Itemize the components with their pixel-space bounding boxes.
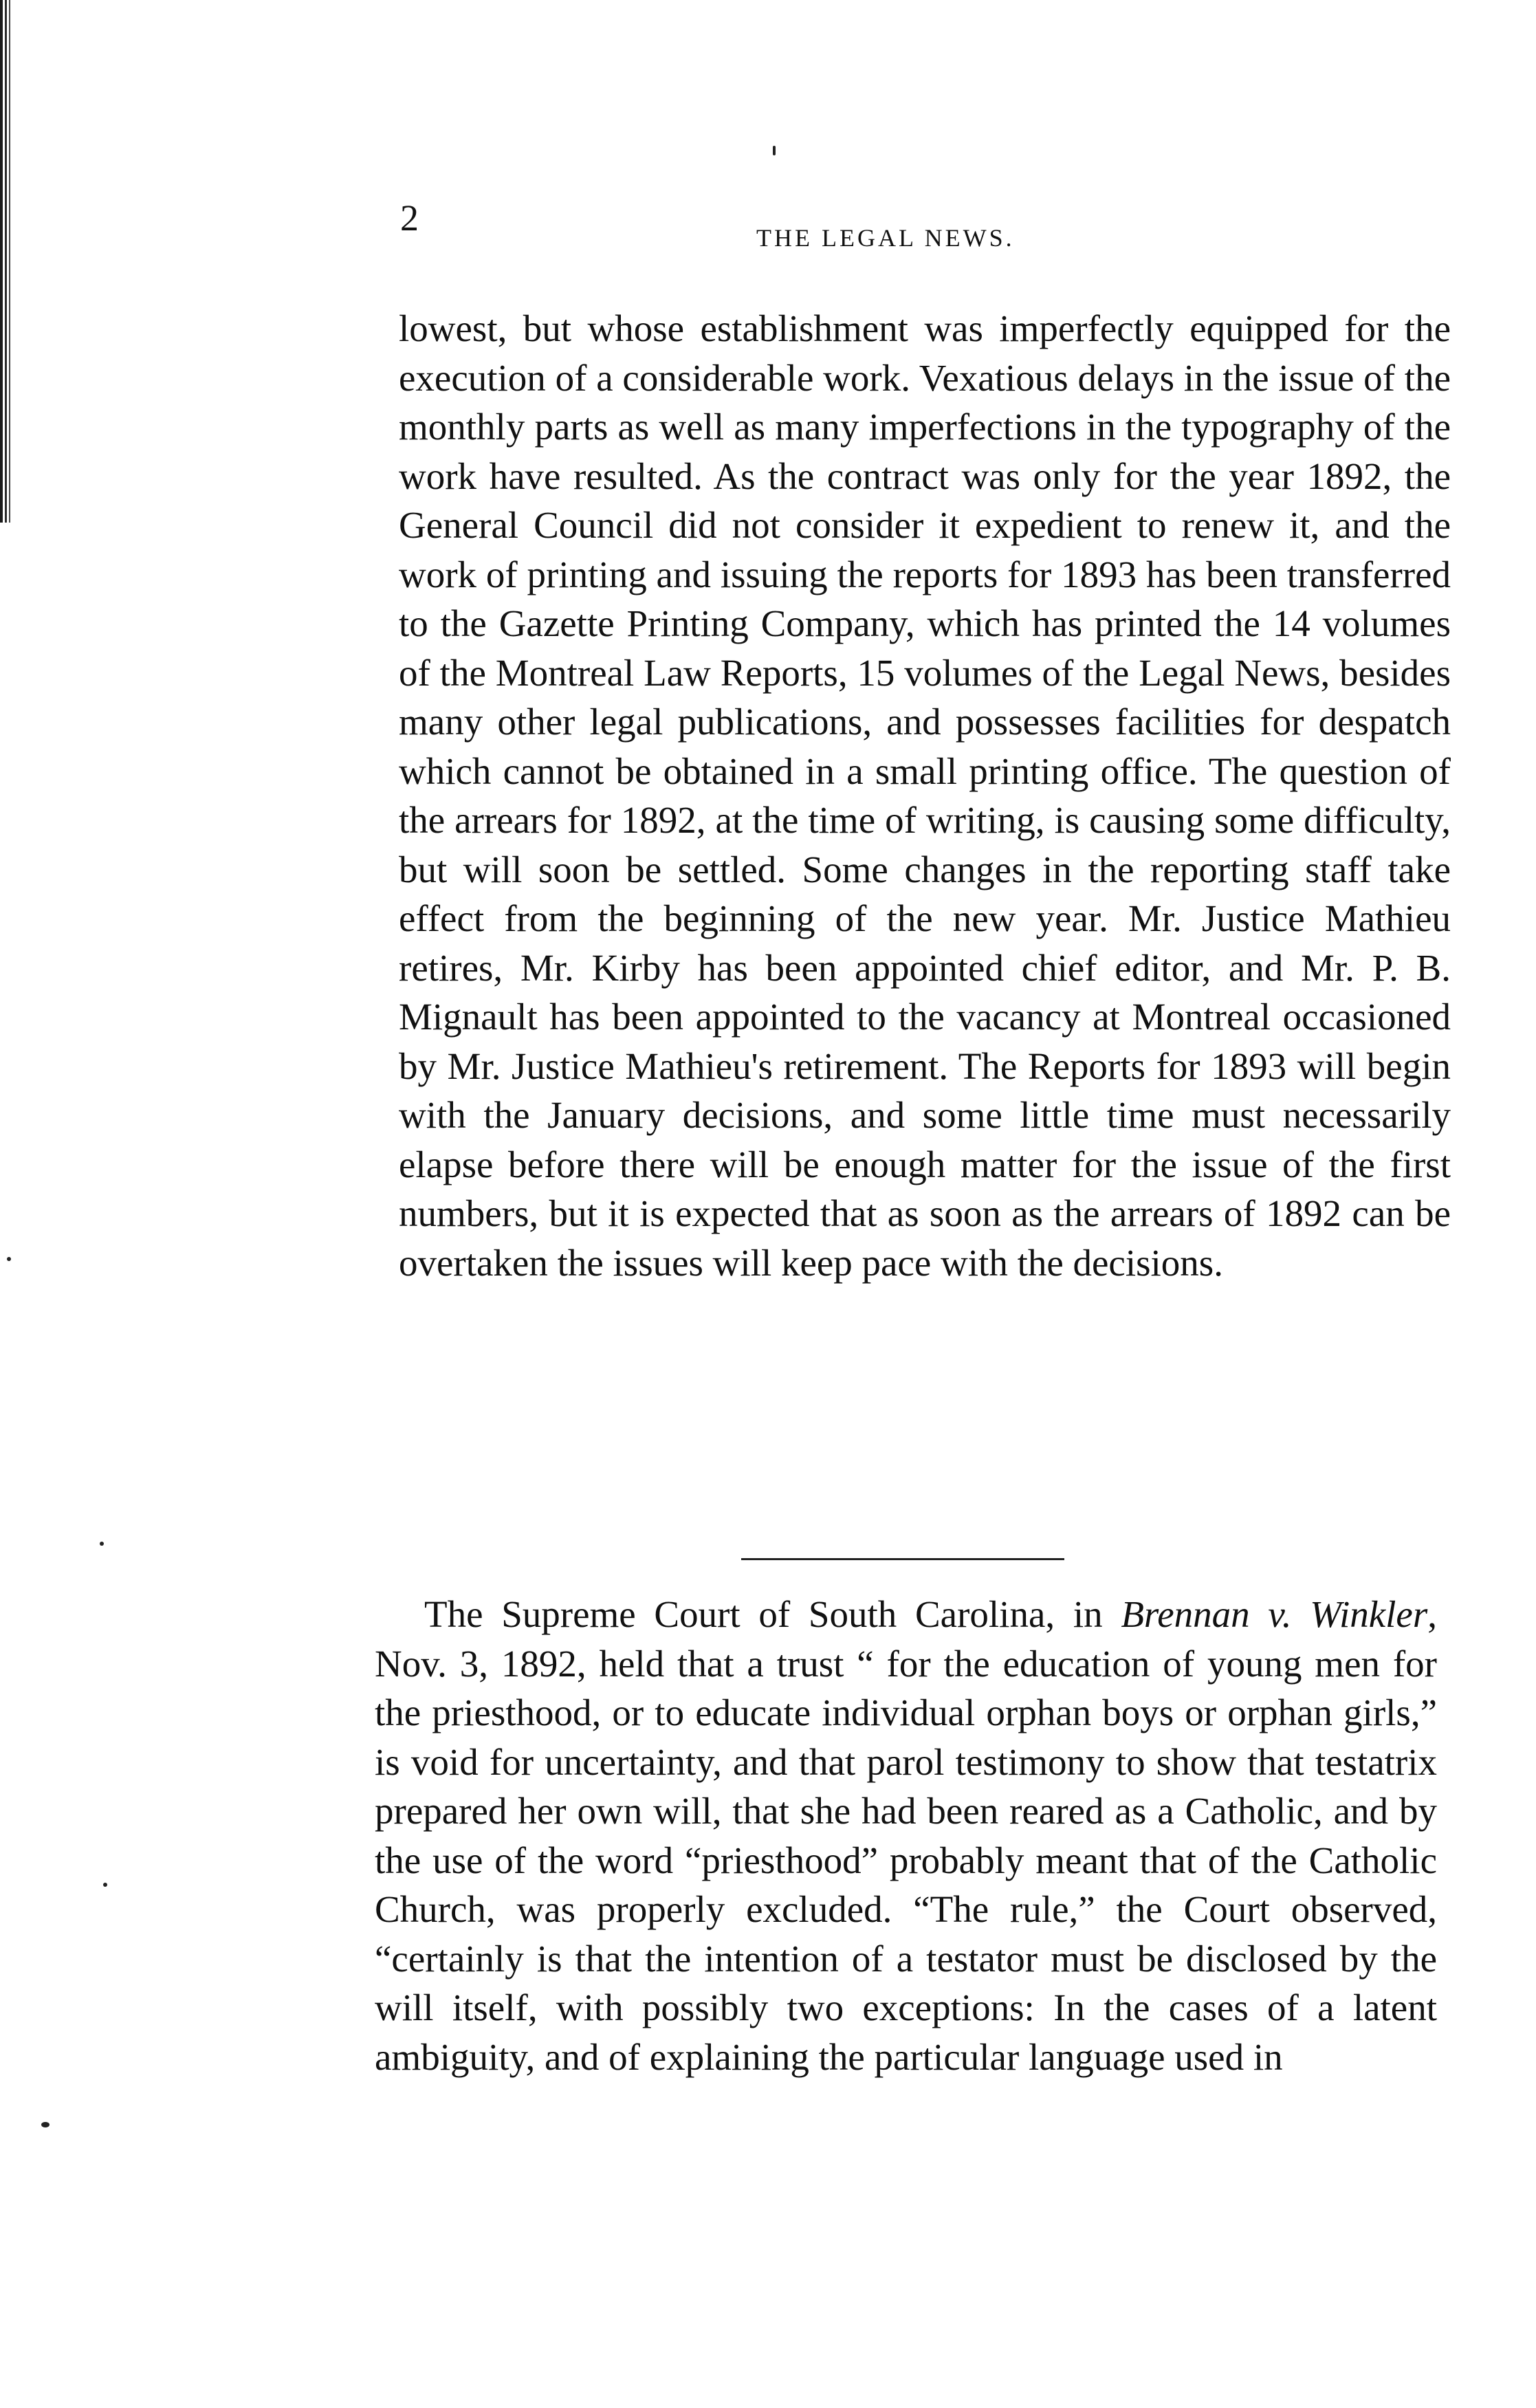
section-divider-rule bbox=[741, 1558, 1064, 1560]
paragraph-text: lowest, but whose establishment was imperfectly equipped for the execution of a considerable work. Vexatious delays in the issue of the monthly parts as well as many imperfections in the typography of the work have resulted. As the contract was only for the year 1892, the General Council did not consider it expedient to renew it, and the work of printing and issuing the reports for 1893 has been transferred to the Gazette Printing Company, which has printed the 14 volumes of the Montreal Law Reports, 15 volumes of the Legal News, besides many other legal publications, and possesses facilities for despatch which cannot be obtained in a small printing office. The question of the arrears for 1892, at the time of writing, is causing some difficulty, but will soon be settled. Some changes in the reporting staff take effect from the beginning of the new year. Mr. Justice Mathieu retires, Mr. Kirby has been appointed chief editor, and Mr. P. B. Mignault has been appointed to the vacancy at Montreal occasioned by Mr. Justice Mathieu's retirement. The Reports for 1893 will begin with the January decisions, and some little time must necessarily elapse before there will be enough matter for the issue of the first numbers, but it is expected that as soon as the arrears of 1892 can be overtaken the issues will keep pace with the decisions. bbox=[399, 307, 1451, 1284]
paragraph-arrears-report bbox=[399, 304, 1451, 1287]
ink-speck bbox=[103, 1883, 107, 1887]
ink-speck bbox=[7, 1257, 11, 1261]
page-binding-edge bbox=[0, 0, 15, 523]
ink-speck bbox=[41, 2122, 50, 2127]
paragraph-text: , Nov. 3, 1892, held that a trust “ for the education of young men for the priesthood, or to educate individual orphan boys or orphan girls,” is void for uncertainty, and that parol testimony to show that testatrix prepared her own will, that she had been reared as a Catholic, and by the use of the word “priesthood” probably meant that of the Catholic Church, was properly excluded. “The rule,” the Court observed, “certainly is that the intention of a testator must be disclosed by the will itself, with possibly two exceptions: In the cases of a latent ambiguity, and of explaining the particular language used in bbox=[375, 1593, 1437, 2078]
paragraph-intro: The Supreme Court of South Carolina, in bbox=[424, 1593, 1121, 1635]
paragraph-supreme-court-case bbox=[375, 1590, 1437, 2081]
ink-speck bbox=[773, 146, 776, 155]
page-number: 2 bbox=[400, 197, 419, 239]
case-name: Brennan v. Winkler bbox=[1121, 1593, 1428, 1635]
ink-speck bbox=[100, 1542, 104, 1546]
running-head-title: THE LEGAL NEWS. bbox=[756, 224, 1015, 252]
